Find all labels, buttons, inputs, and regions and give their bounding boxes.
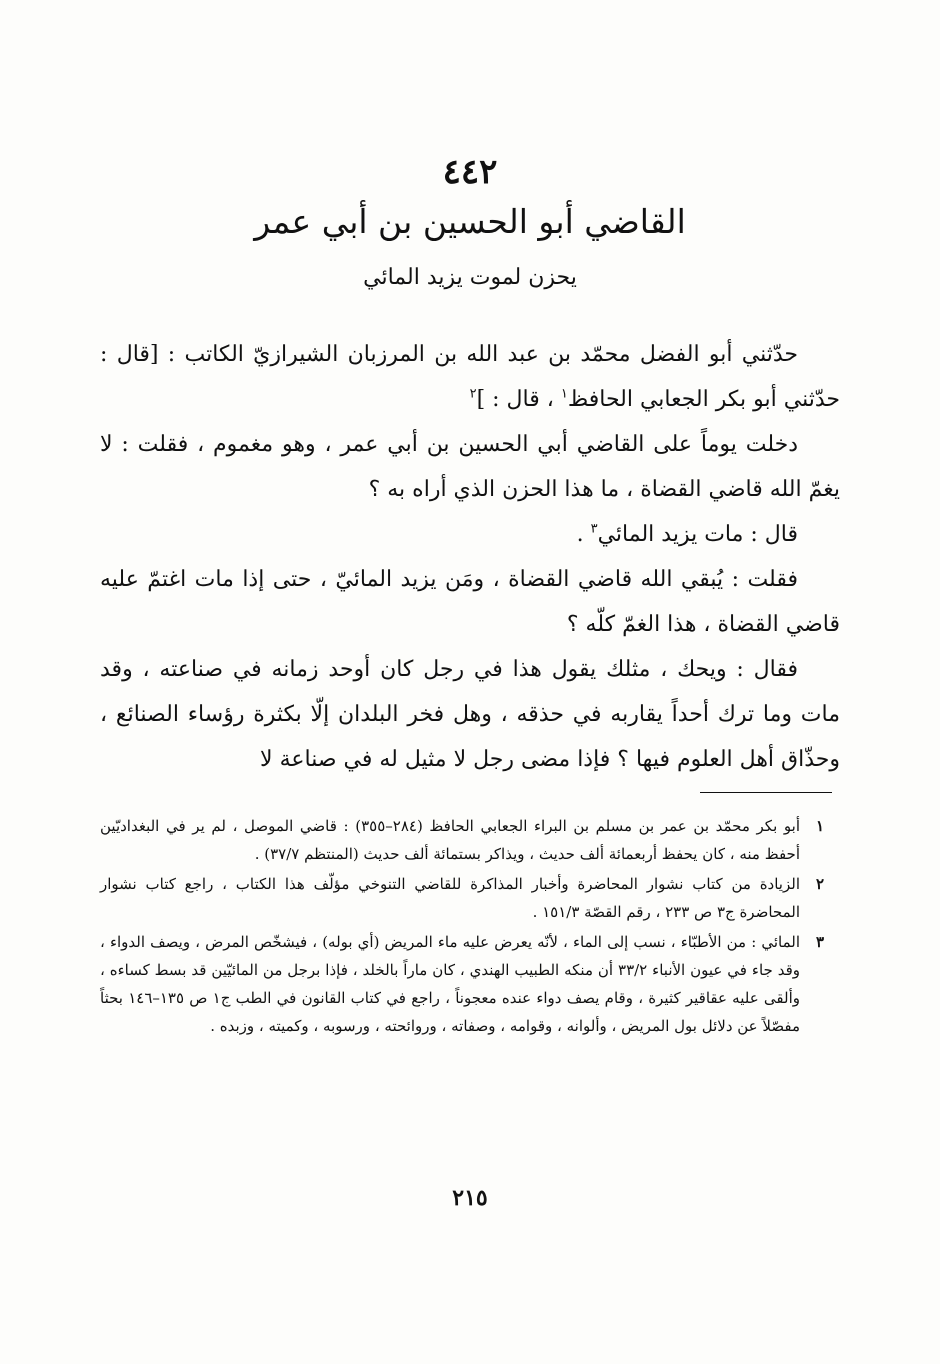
footnote-ref-1: ١ (560, 386, 568, 402)
story-title: القاضي أبو الحسين بن أبي عمر (254, 202, 686, 241)
footnote-ref-2: ٢ (469, 386, 477, 402)
page-number: ٢١٥ (452, 1185, 488, 1211)
paragraph-3 (100, 512, 840, 557)
footnote-text: أبو بكر محمّد بن عمر بن مسلم بن البراء الجعابي الحافظ (٢٨٤–٣٥٥) : قاضي الموصل ، لم ير في البغداديّين أحفظ منه ، كان يحفظ أربعمائة ألف حديث ، ويذاكر بستمائة ألف حديث (المنتظم ٣٧/٧) . (100, 817, 800, 863)
footnotes (100, 812, 840, 1042)
paragraph-text: ، قال : ] (476, 387, 561, 412)
paragraph-5: فقال : ويحك ، مثلك يقول هذا في رجل كان أوحد زمانه في صناعته ، وقد مات وما ترك أحداً يقاربه في حذقه ، وهل فخر البلدان إلّا بكثرة رؤساء الصنائع ، وحذّاق أهل العلوم فيها ؟ فإذا مضى رجل لا مثيل له في صناعة لا (100, 657, 840, 772)
story-subtitle: يحزن لموت يزيد المائي (363, 265, 577, 290)
footnote-2 (100, 870, 840, 926)
paragraph-text: حدّثني أبو الفضل محمّد بن عبد الله بن المرزبان الشيرازيّ الكاتب : [قال : حدّثني أبو بكر الجعابي الحافظ (100, 342, 840, 412)
footnote-1 (100, 812, 840, 868)
footnote-text: الزيادة من كتاب نشوار المحاضرة وأخبار المذاكرة للقاضي التنوخي مؤلّف هذا الكتاب ، راجع كتاب نشوار المحاضرة ج٣ ص ٢٣٣ ، رقم القصّة ١٥١/٣ . (100, 875, 800, 921)
paragraph-2: دخلت يوماً على القاضي أبي الحسين بن أبي عمر ، وهو مغموم ، فقلت : لا يغمّ الله قاضي القضاة ، ما هذا الحزن الذي أراه به ؟ (100, 432, 840, 502)
footnote-number: ١ (815, 817, 825, 835)
paragraph-text: . (576, 522, 591, 547)
paragraph-text: قال : مات يزيد المائي (597, 522, 798, 547)
footnote-divider (700, 792, 832, 793)
footnote-text: المائي : من الأطبّاء ، نسب إلى الماء ، لأنّه يعرض عليه ماء المريض (أي بوله) ، فيشخّص المرض ، ويصف الدواء ، وقد جاء في عيون الأنباء ٣٣/٢ أن منكه الطبيب الهندي ، كان ماراً بالخلد ، فإذا برجل من المائيّين قد بسط كساءه ، وألقى عليه عقاقير كثيرة ، وقام يصف دواء عنده معجوناً ، راجع في كتاب القانون في الطب ج١ ص ١٣٥–١٤٦ بحثاً مفصّلاً عن دلائل بول المريض ، وألوانه ، وقوامه ، وصفاته ، وروائحته ، ورسوبه ، وكميته ، وزبده . (100, 933, 800, 1035)
footnote-3 (100, 928, 840, 1040)
footnote-number: ٢ (815, 875, 825, 893)
paragraph-1 (100, 332, 840, 422)
footnote-ref-3: ٣ (590, 521, 598, 537)
story-number: ٤٤٢ (442, 152, 498, 192)
body-text (100, 332, 840, 782)
paragraph-4: فقلت : يُبقي الله قاضي القضاة ، ومَن يزيد المائيّ ، حتى إذا مات اغتمّ عليه قاضي القضاة ، هذا الغمّ كلّه ؟ (100, 567, 840, 637)
footnote-number: ٣ (815, 933, 825, 951)
